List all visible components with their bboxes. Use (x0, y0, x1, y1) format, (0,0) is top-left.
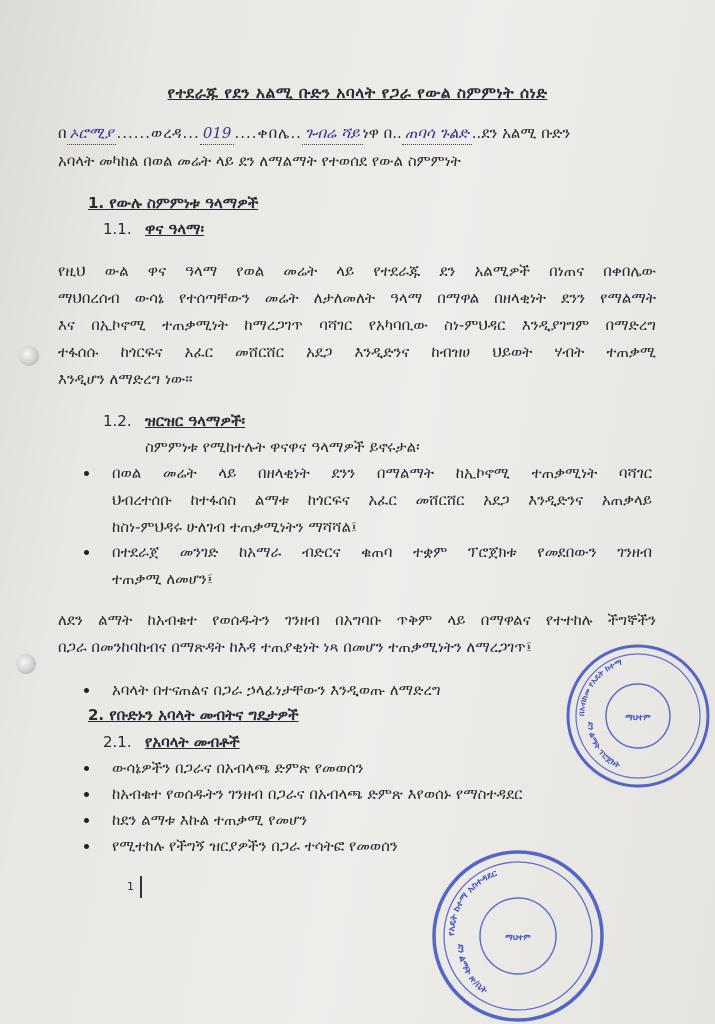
s2-bullet-3-text: ከደን ልማቱ እኩል ተጠቃሚ የመሆን (112, 811, 308, 829)
document-title: የተደራጁ የደን አልሚ ቡድን አባላት የጋራ የውል ስምምነት ሰነድ (167, 84, 548, 102)
s2-bullet-2 (84, 792, 89, 797)
bullet-3 (84, 688, 89, 693)
s2-sub1-number: 2.1. (103, 733, 132, 751)
woreda-label: ......ወረዳ... (116, 124, 200, 142)
place-label: ነዋ በ.. (362, 124, 402, 142)
sub2-intro: ስምምነቱ የሚከተሉት ዋናዋና ዓላማዎች ይኖሩታል፡ (145, 438, 420, 456)
punch-hole-top (19, 346, 39, 366)
woreda-field[interactable]: 019 (200, 122, 235, 145)
sub2-number: 1.2. (103, 412, 132, 430)
bullet-1-line-2: ህብረተሰቡ ከተፋሰስ ልማቱ ከጎርፍና አፈር መሸርሸር አደጋ እንዲድንና አጠቃላይ (112, 491, 652, 509)
official-stamp-seal (564, 642, 712, 790)
s2-bullet-2-text: ከአብቁተ የወሰዱትን ገንዘብ በጋራና በአብላጫ ድምጽ እየወሰኑ የማስተዳደር (112, 785, 523, 803)
para-line-4: ተፋሰሱ ከጎርፍና አፈር መሸርሸር አደጋ እንዲድንና ከብዝሀ ህይወት ሃብት ተጠቃሚ (58, 343, 656, 361)
para2-line-2: በጋራ በመንከባከብና በማጽዳት ከእዳ ተጠያቂነት ነጻ በመሆን ተጠቃሚነትን ለማረጋገጥ፤ (58, 638, 532, 656)
sub1-title: ዋና ዓላማ፡ (145, 220, 205, 238)
para-line-2: ማህበረሰብ ውሳኔ የተሰጣቸውን መሬት ለታለመለት ዓላማ በማዋል በዘላቂነት ደንን የማልማት (58, 289, 656, 307)
intro-line-2: አባላት መካከል በወል መሬት ላይ ደን ለማልማት የተወሰደ የውል ስምምነት (58, 152, 461, 170)
bullet-1-line-3: ከስነ-ምህዳሩ ሁለገብ ተጠቃሚነትን ማሻሻል፤ (112, 518, 358, 536)
page-number-bar (140, 876, 142, 898)
section1-heading: 1. የውሉ ስምምነቱ ዓላማዎች (88, 194, 259, 212)
bullet-2 (84, 550, 89, 555)
sub2-title: ዝርዝር ዓላማዎች፡ (145, 412, 246, 430)
s2-bullet-1-text: ውሳኔዎችን በጋራና በአብላጫ ድምጽ የመወሰን (112, 759, 364, 777)
region-field[interactable]: ኦሮሚያ (67, 122, 117, 145)
official-stamp-seal-bottom (430, 848, 606, 1024)
para-line-1: የዚህ ውል ዋና ዓላማ የወል መሬት ላይ የተደራጁ ደን አልሚዎች በነጠና በቀበሌው (58, 262, 656, 280)
para2-line-1: ለደን ልማት ከአብቁተ የወሰዱትን ገንዘብ በአግባቡ ጥቅም ላይ በማዋልና የተተከሉ ችግኞችን (58, 611, 656, 629)
para-line-3: እና በኢኮኖሚ ተጠቃሚነት ከማረጋገጥ ባሻገር የአካባቢው ስነ-ምህዳር እንዲያገግም በማድረግ (58, 316, 656, 334)
stamp1-top-text: በአብክመ የአዴት ከተማ (576, 657, 624, 717)
section2-heading: 2. የቡድኑን አባላት መብትና ግዴታዎች (88, 706, 299, 724)
intro-prefix: በ (58, 124, 67, 142)
page-number: 1 (127, 880, 134, 893)
stamp2-center-text: ማህተም (505, 933, 531, 942)
bullet-1 (84, 471, 89, 476)
place-field[interactable]: ጠባሳ ጉልድ (402, 122, 472, 145)
bullet-2-line-1: በተደራጀ መንገድ ከአማራ ብድርና ቁጠባ ተቋም ፕሮጀክቱ የመደበውን ገንዘብ (112, 543, 652, 561)
punch-hole-bottom (16, 654, 36, 674)
stamp1-bottom-text: ደን ልማት ፕሮጀክት (585, 721, 622, 770)
bullet-3-text: አባላት በተናጠልና በጋራ ኃላፊነታቸውን እንዲወጡ ለማድረግ (112, 681, 441, 699)
s2-bullet-1 (84, 766, 89, 771)
para-line-5: እንዲሆን ለማድረግ ነው፡፡ (58, 370, 193, 388)
group-label: ..ደን አልሚ ቡድን (471, 124, 571, 142)
stamp1-center-text: ማህተም (625, 713, 651, 722)
stamp2-top-text: የአዴት ከተማ አስተዳደር (446, 868, 499, 937)
sub1-number: 1.1. (103, 220, 132, 238)
kebele-label: ....ቀበሌ.. (234, 124, 302, 142)
kebele-field[interactable]: ጉብሬ ሻይ (302, 122, 363, 145)
bullet-2-line-2: ተጠቃሚ ለመሆን፤ (112, 570, 213, 588)
stamp2-bottom-text: ደን ልማት ጽ/ቤት (454, 943, 489, 997)
s2-bullet-4 (84, 844, 89, 849)
intro-line-1 (58, 122, 656, 145)
bullet-1-line-1: በወል መሬት ላይ በዘላቂነት ደንን በማልማት ከኢኮኖሚ ተጠቃሚነት ባሻገር (112, 464, 652, 482)
s2-bullet-3 (84, 818, 89, 823)
s2-bullet-4-text: የሚተከሉ የችግኝ ዝርያዎችን በጋራ ተሳትፎ የመወሰን (112, 837, 398, 855)
s2-sub1-title: የአባላት መብቶች (145, 733, 240, 751)
